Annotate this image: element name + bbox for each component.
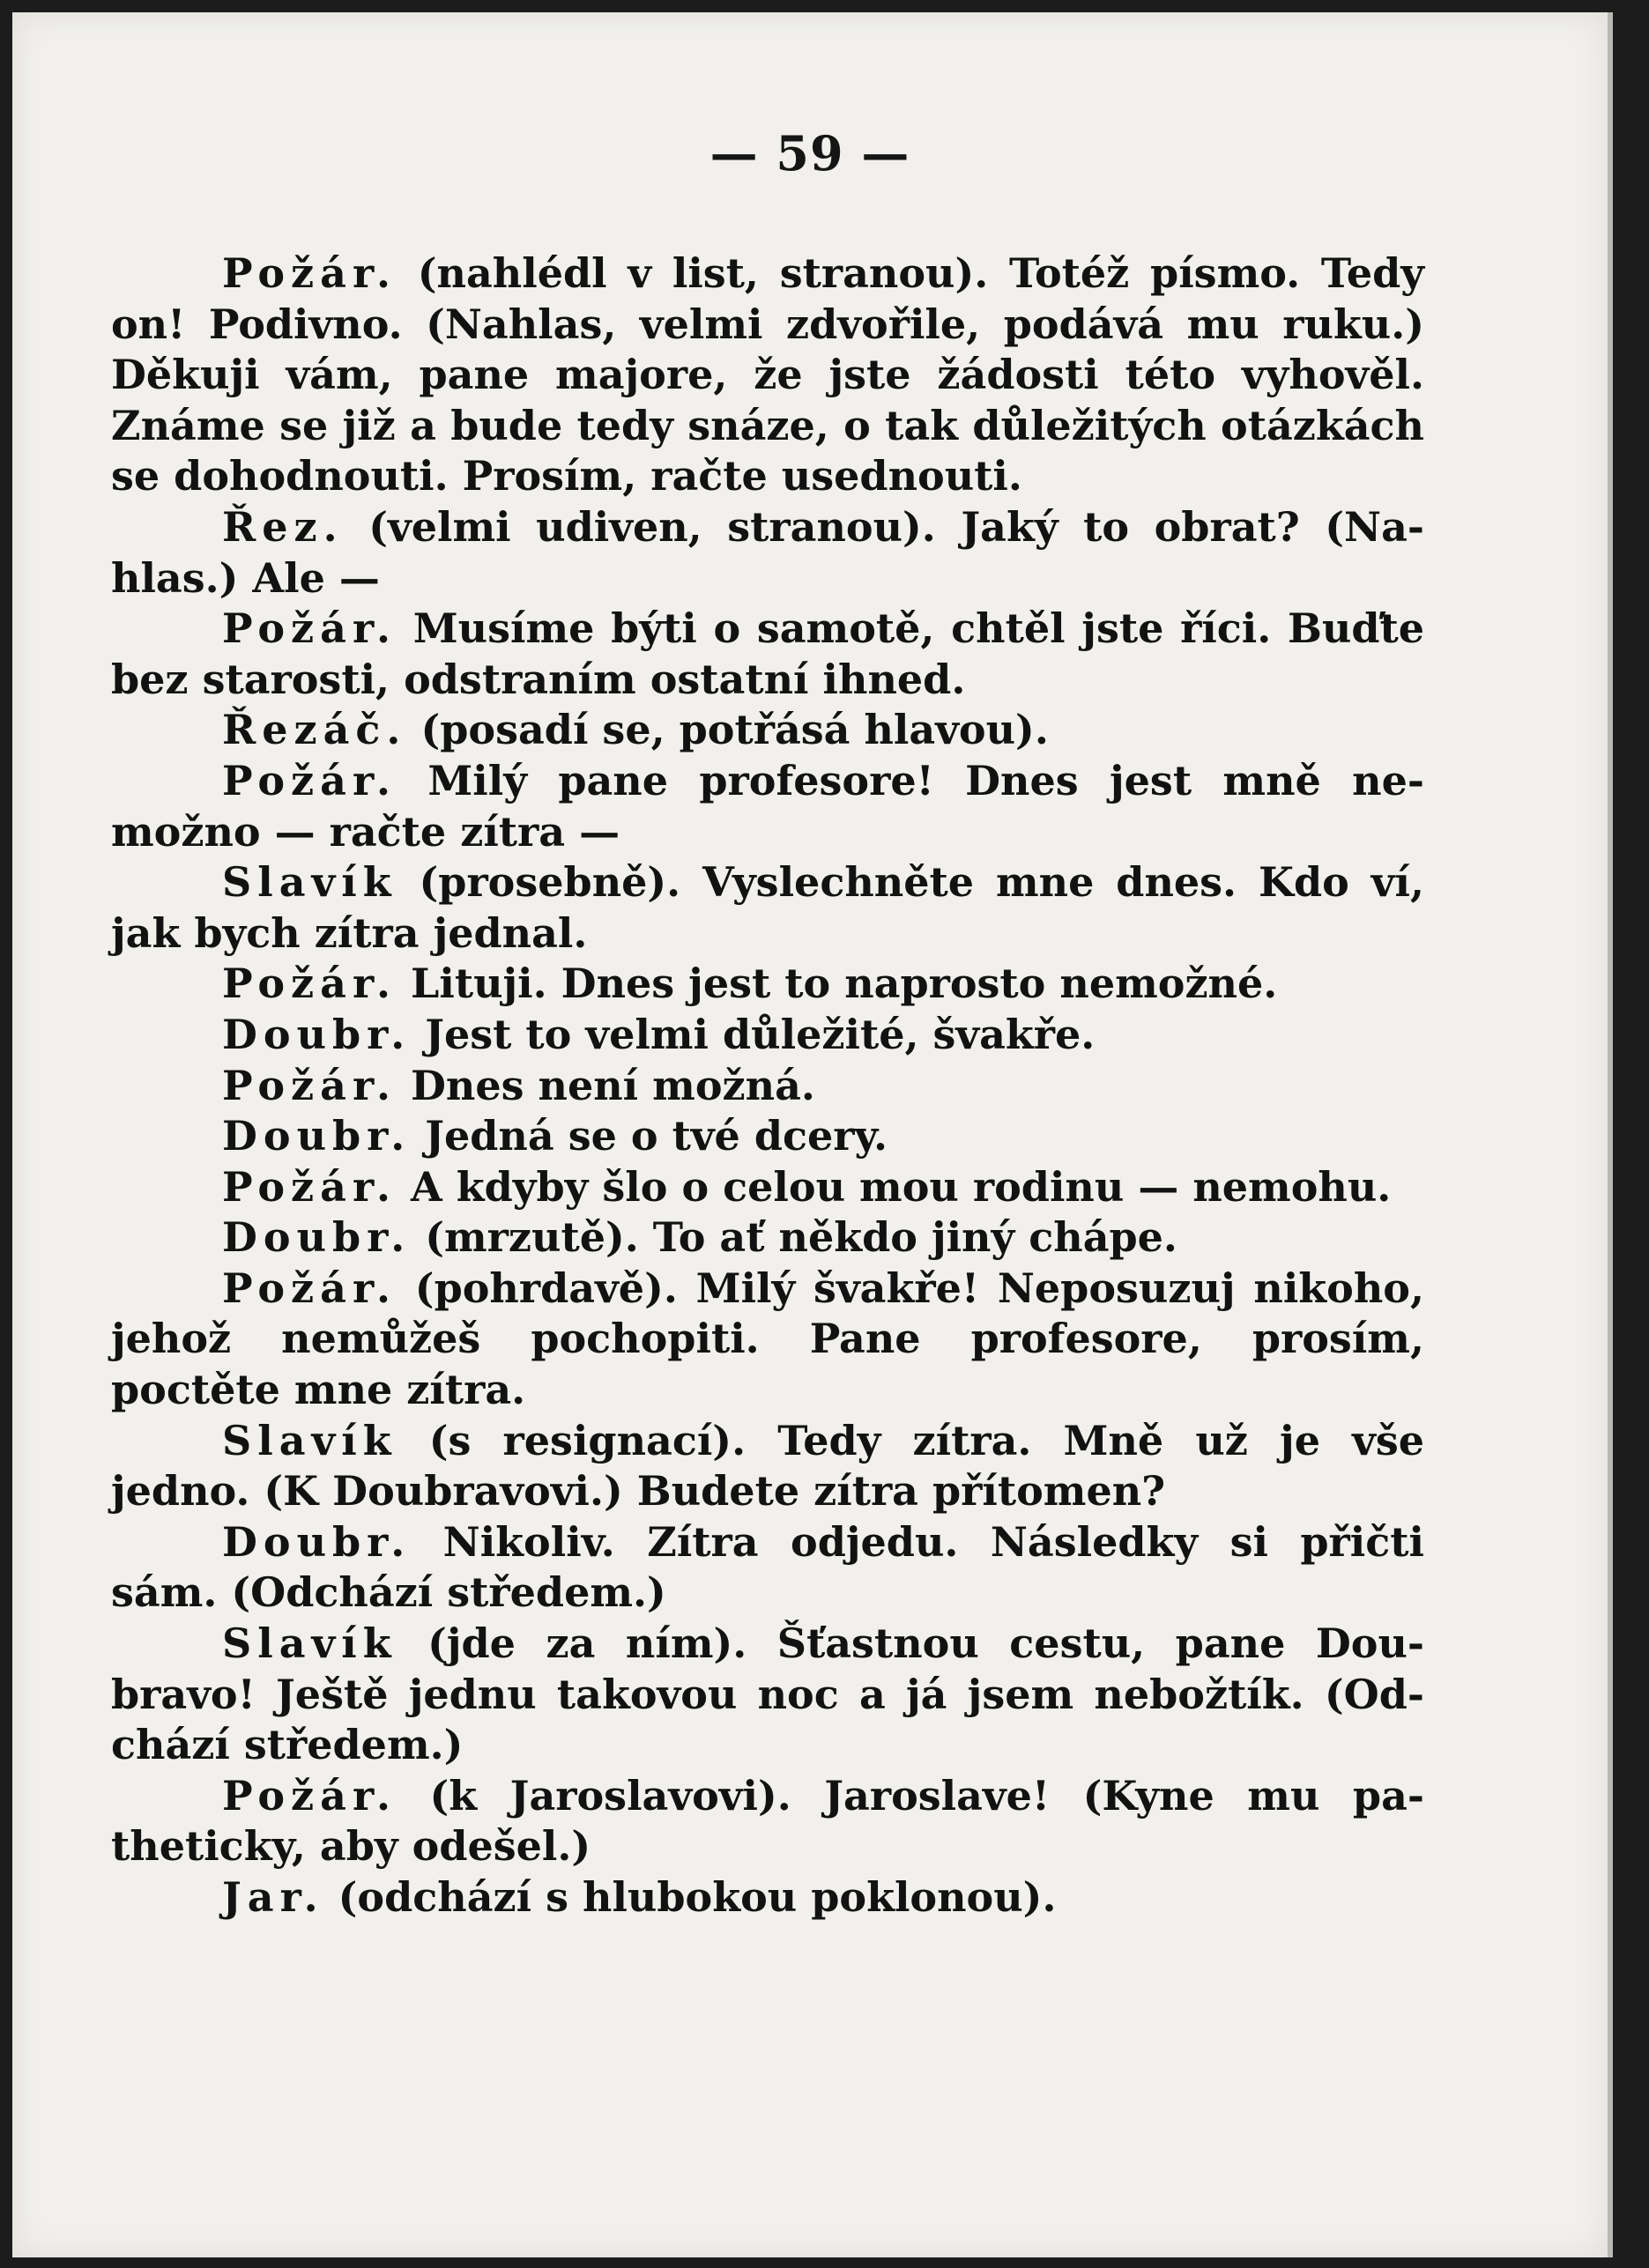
speaker-name: Řezáč. [222, 706, 407, 754]
dialogue-paragraph [111, 1212, 1424, 1264]
dialogue-paragraph [111, 1061, 1424, 1112]
speaker-name: Požár. [222, 960, 397, 1008]
page-number: — 59 — [709, 125, 910, 182]
dialogue-paragraph [111, 1872, 1424, 1923]
page-edge [1608, 12, 1613, 2257]
speaker-name: Doubr. [222, 1010, 412, 1058]
speaker-name: Slavík [222, 1619, 397, 1668]
speaker-name: Doubr. [222, 1112, 412, 1160]
speaker-name: Požár. [222, 604, 397, 653]
dialogue-paragraph [111, 756, 1424, 857]
speech-text: Dnes není možná. [397, 1061, 815, 1109]
speaker-name: Doubr. [222, 1213, 412, 1262]
speaker-name: Jar. [222, 1873, 324, 1921]
speech-text: (velmi udiven, stranou). Jaký to obrat? (Nahlas.) Ale — [111, 502, 1424, 602]
speech-text: (posadí se, potřásá hlavou). [406, 706, 1049, 754]
speaker-name: Požár. [222, 756, 397, 804]
speaker-name: Požár. [222, 1162, 397, 1211]
speech-text: (odchází s hlubokou poklonou). [323, 1873, 1057, 1921]
dialogue-paragraph [111, 502, 1424, 604]
dialogue-paragraph [111, 604, 1424, 705]
speech-text: Musíme býti o samotě, chtěl jste říci. Buďte bez starosti, odstraním ostatní ihned. [111, 604, 1424, 703]
dialogue-paragraph [111, 1517, 1424, 1619]
speech-text: (mrzutě). To ať někdo jiný chápe. [411, 1213, 1177, 1262]
speech-text: (s resignací). Tedy zítra. Mně už je vše jedno. (K Doubravovi.) Budete zítra přítomen? [111, 1416, 1424, 1516]
speaker-name: Řez. [222, 502, 344, 551]
dialogue-paragraph [111, 857, 1424, 959]
speaker-name: Požár. [222, 1771, 397, 1820]
speech-text: (pohrdavě). Milý švakře! Neposuzuj nikoho, jehož nemůžeš pochopiti. Pane profesore, prosím, poctěte mne zítra. [111, 1264, 1424, 1414]
speech-text: Jest to velmi důležité, švakře. [411, 1010, 1096, 1058]
dialogue-paragraph [111, 1010, 1424, 1061]
speech-text: Jedná se o tvé dcery. [411, 1112, 888, 1160]
speech-text: A kdyby šlo o celou mou rodinu — nemohu. [397, 1162, 1392, 1211]
speaker-name: Slavík [222, 1416, 397, 1464]
book-page [12, 12, 1608, 2257]
speaker-name: Požár. [222, 1061, 397, 1109]
speech-text: Milý pane profesore! Dnes jest mně nemožno — račte zítra — [111, 756, 1424, 856]
speech-text: Lituji. Dnes jest to naprosto nemožné. [397, 960, 1278, 1008]
speaker-name: Slavík [222, 858, 397, 907]
dialogue-paragraph [111, 959, 1424, 1010]
dialogue-paragraph [111, 1264, 1424, 1416]
speech-text: (nahlédl v list, stranou). Totéž písmo. Tedy on! Podivno. (Nahlas, velmi zdvořile, podává mu ruku.) Děkuji vám, pane majore, že jste žádosti této vyhověl. Známe se již a bude tedy snáze, o tak důležitých otázkách se dohodnouti. Prosím, račte usednouti. [111, 249, 1424, 500]
speech-text: (prosebně). Vyslechněte mne dnes. Kdo ví, jak bych zítra jednal. [111, 858, 1424, 957]
speaker-name: Požár. [222, 249, 397, 297]
dialogue-paragraph [111, 1619, 1424, 1771]
dialogue-paragraph [111, 705, 1424, 756]
speech-text: (k Jaroslavovi). Jaroslave! (Kyne mu patheticky, aby odešel.) [111, 1771, 1424, 1871]
dialogue-paragraph [111, 1162, 1424, 1213]
dialogue-paragraph [111, 1416, 1424, 1517]
dialogue-paragraph [111, 1111, 1424, 1162]
speech-text: (jde za ním). Šťastnou cestu, pane Doubravo! Ještě jednu takovou noc a já jsem nebožtík. (Odchází středem.) [111, 1619, 1424, 1769]
dialogue-paragraph [111, 248, 1424, 502]
speaker-name: Požár. [222, 1264, 397, 1312]
speaker-name: Doubr. [222, 1517, 412, 1566]
dialogue-text [111, 248, 1424, 1923]
dialogue-paragraph [111, 1771, 1424, 1872]
speech-text: Nikoliv. Zítra odjedu. Následky si přičti sám. (Odchází středem.) [111, 1517, 1424, 1617]
